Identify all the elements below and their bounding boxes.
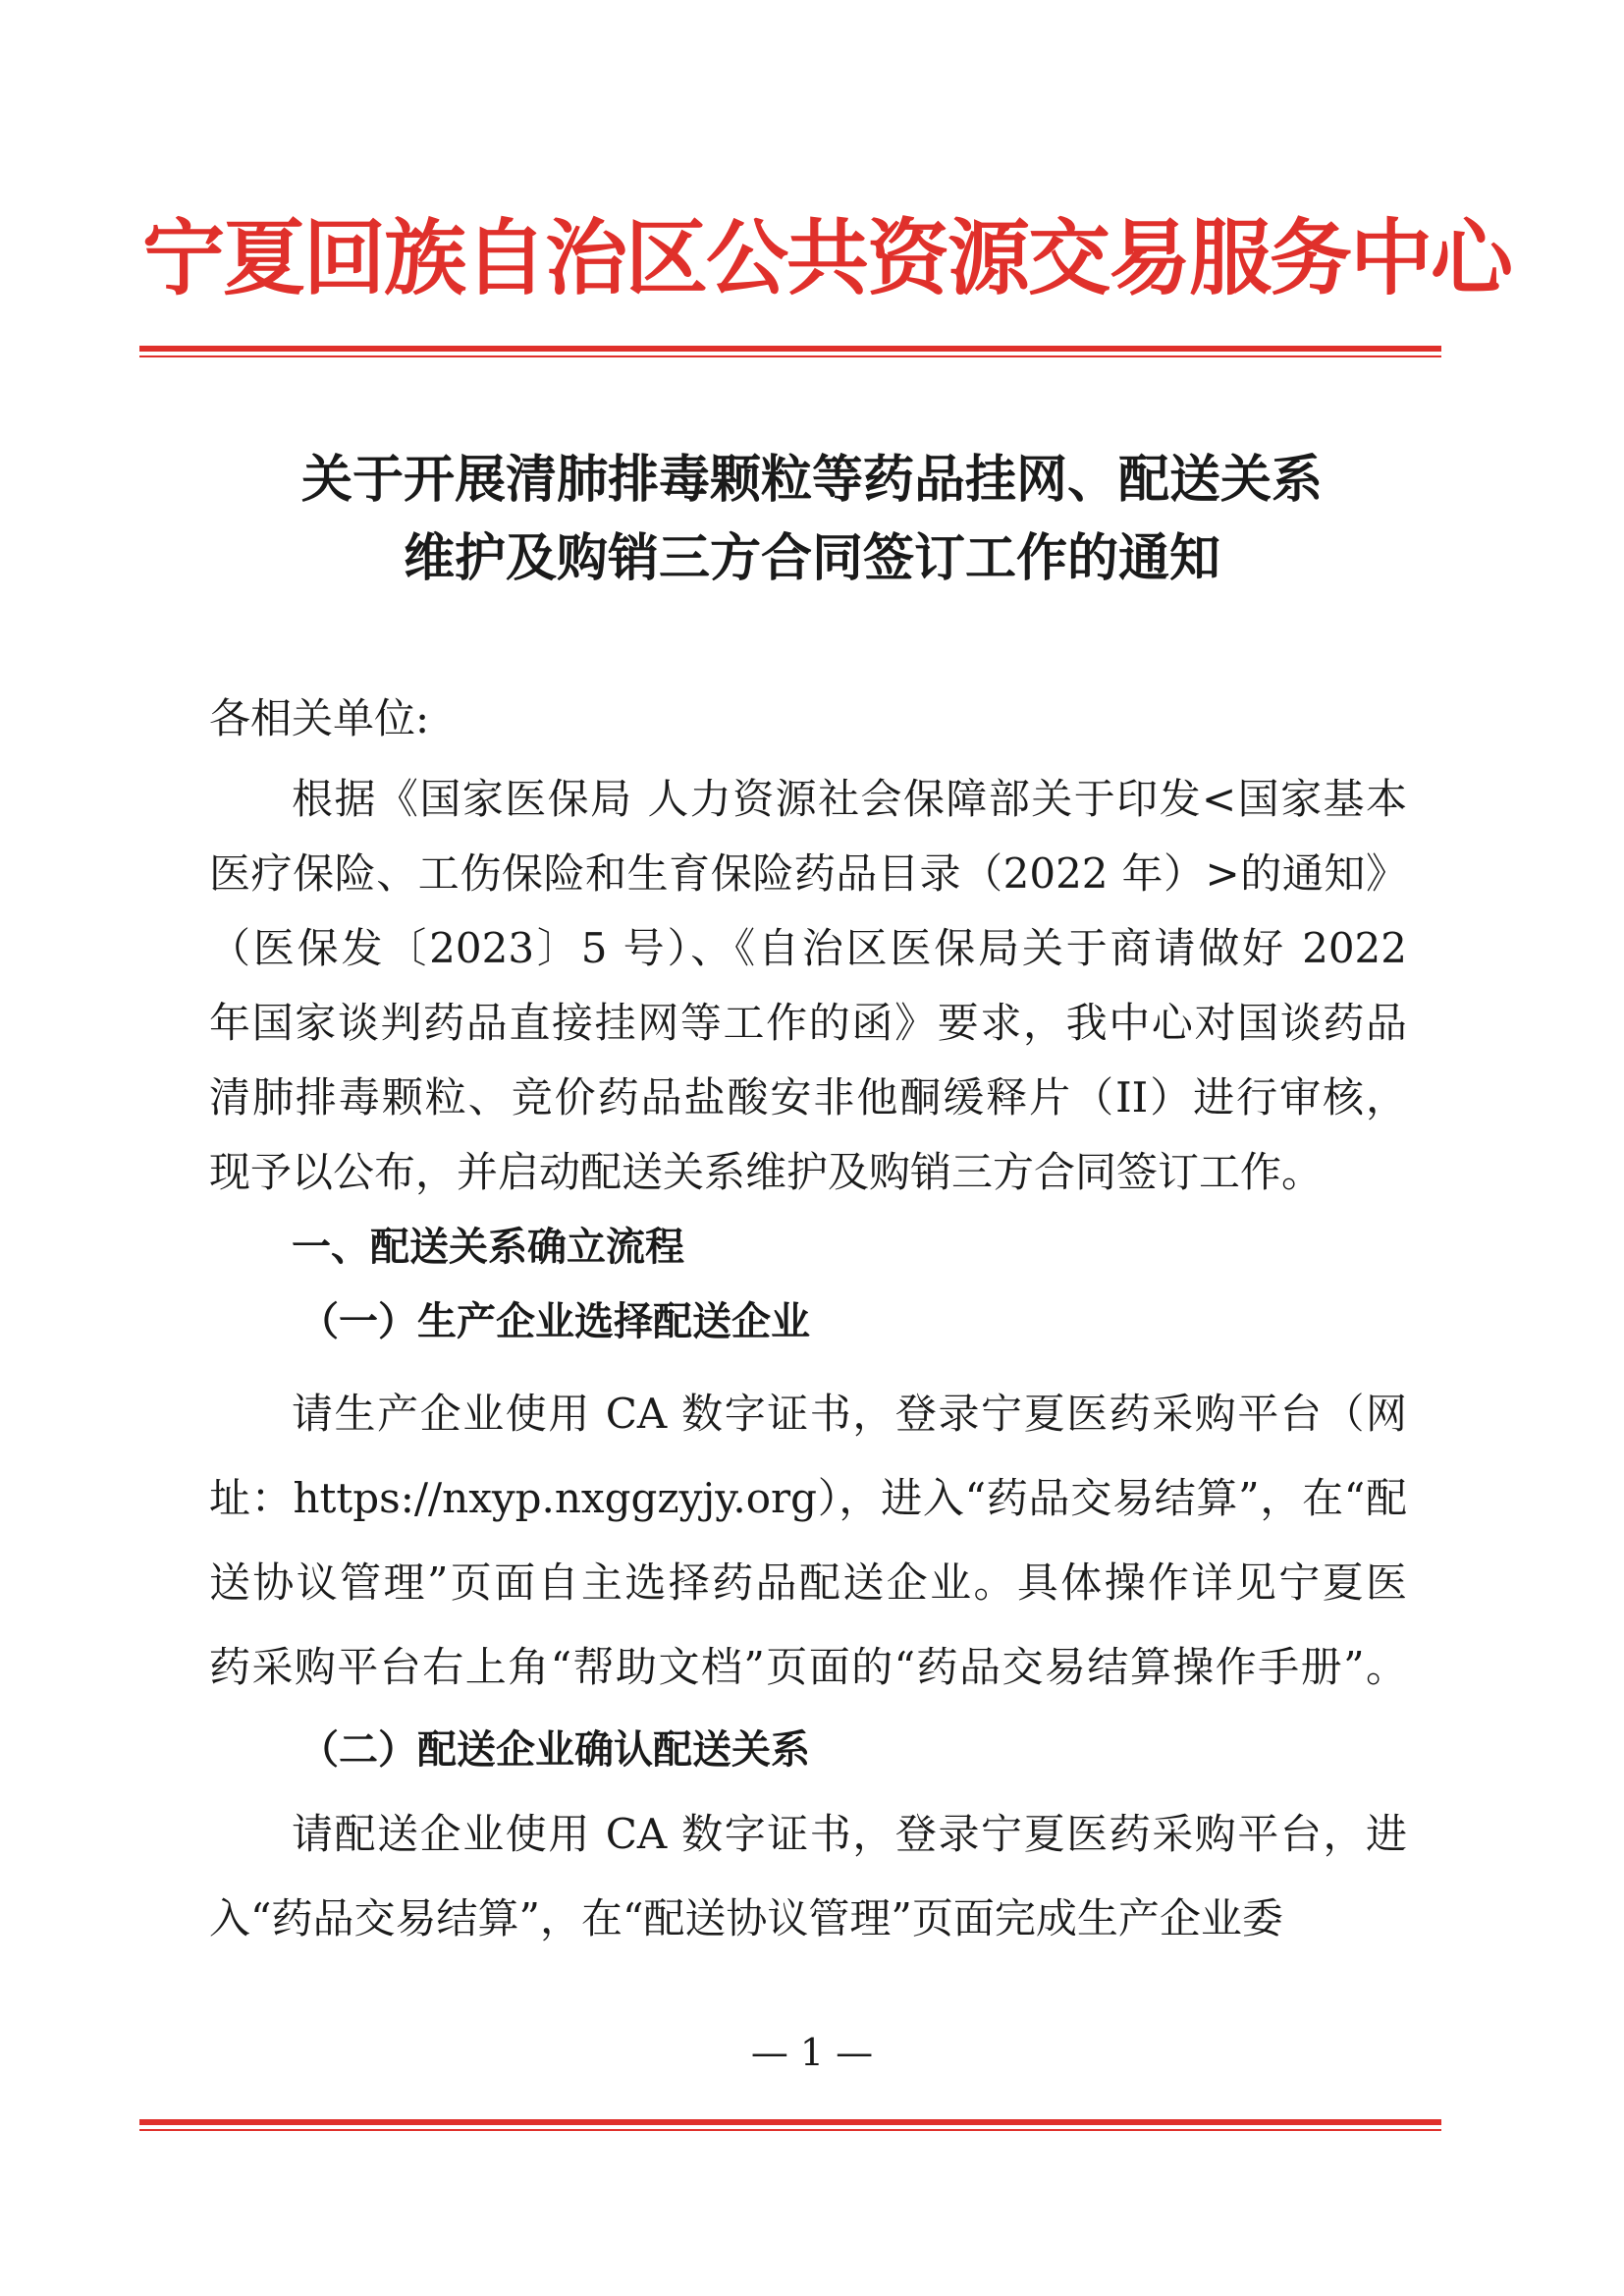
body-line: 药采购平台右上角“帮助文档”页面的“药品交易结算操作手册”。: [209, 1643, 1407, 1691]
body-line: 医疗保险、工伤保险和生育保险药品目录（2022 年）>的通知》: [209, 849, 1407, 898]
body-line: （医保发〔2023〕5 号）、《自治区医保局关于商请做好 2022: [209, 924, 1407, 972]
body-line: 请生产企业使用 CA 数字证书，登录宁夏医药采购平台（网: [292, 1390, 1407, 1438]
body-line: 送协议管理”页面自主选择药品配送企业。具体操作详见宁夏医: [209, 1558, 1407, 1607]
page-number: — 1 —: [750, 2031, 874, 2074]
body-line: 清肺排毒颗粒、竞价药品盐酸安非他酮缓释片（II）进行审核，: [209, 1073, 1407, 1121]
header-divider: [139, 346, 1441, 357]
salutation: 各相关单位:: [209, 694, 430, 742]
body-line: 请配送企业使用 CA 数字证书，登录宁夏医药采购平台，进: [292, 1810, 1407, 1858]
body-line: 根据《国家医保局 人力资源社会保障部关于印发<国家基本: [292, 775, 1407, 823]
body-line: 址：https://nxyp.nxggzyjy.org），进入“药品交易结算”，在“配: [209, 1474, 1407, 1522]
document-title-line-2: 维护及购销三方合同签订工作的通知: [403, 529, 1220, 588]
header-divider-thin: [139, 355, 1441, 357]
footer-divider-thin: [139, 2129, 1441, 2131]
organization-header: 宁夏回族自治区公共资源交易服务中心: [142, 209, 1512, 306]
subsection-heading: （一）生产企业选择配送企业: [299, 1299, 810, 1344]
header-divider-thick: [139, 346, 1441, 352]
body-line: 年国家谈判药品直接挂网等工作的函》要求，我中心对国谈药品: [209, 999, 1407, 1047]
section-heading: 一、配送关系确立流程: [292, 1225, 684, 1270]
footer-divider-thick: [139, 2119, 1441, 2125]
footer-divider: [139, 2119, 1441, 2131]
subsection-heading: （二）配送企业确认配送关系: [299, 1727, 810, 1773]
document-title-line-1: 关于开展清肺排毒颗粒等药品挂网、配送关系: [300, 451, 1323, 510]
body-line: 入“药品交易结算”，在“配送协议管理”页面完成生产企业委: [209, 1894, 1283, 1942]
body-line: 现予以公布，并启动配送关系维护及购销三方合同签订工作。: [209, 1148, 1324, 1196]
